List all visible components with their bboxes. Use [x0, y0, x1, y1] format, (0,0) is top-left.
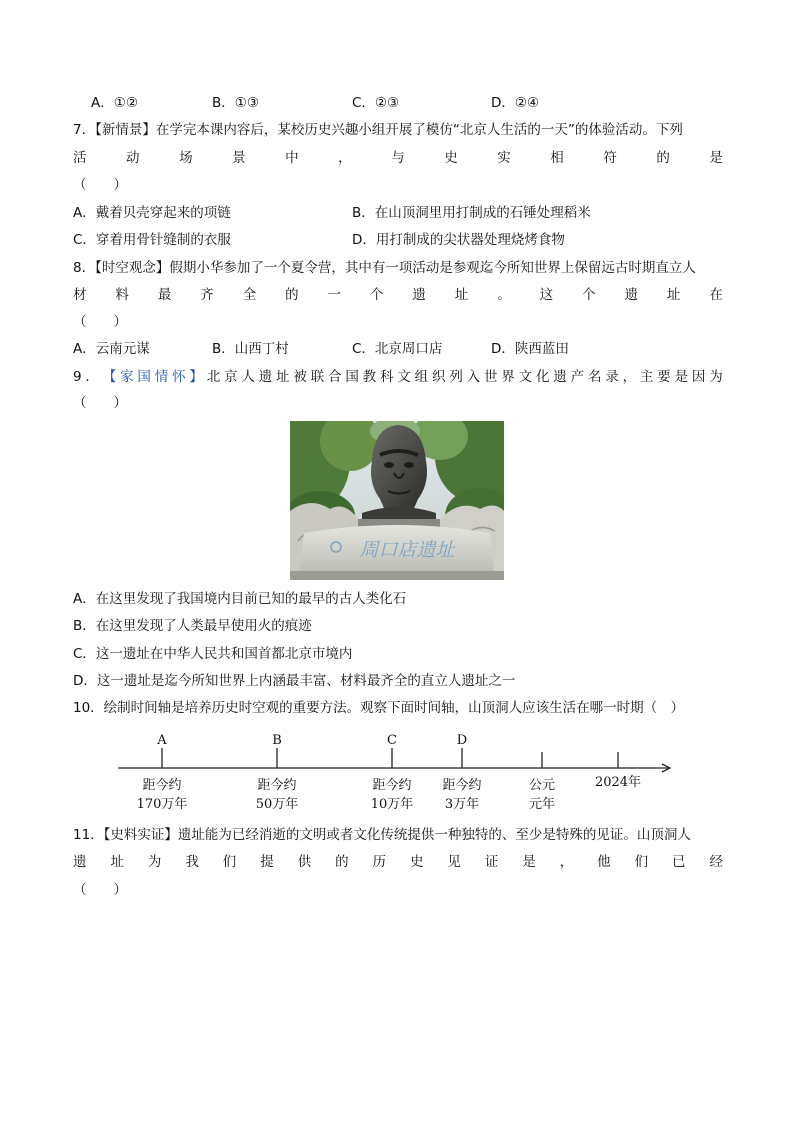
stem-char: 组: [414, 369, 429, 385]
stem-char: 址: [454, 287, 469, 303]
stem-char: 他: [597, 854, 611, 870]
stem-char: 家: [120, 369, 134, 385]
stem-char: 一: [327, 287, 342, 303]
stem-char: 址: [666, 287, 681, 303]
stem-char: 世: [483, 369, 498, 385]
stem-char: 文: [397, 369, 411, 385]
stem-char: 景: [232, 150, 246, 166]
stem-char: 科: [380, 369, 394, 385]
timeline-label: 距今约: [372, 778, 412, 793]
stem-char: 相: [550, 150, 564, 166]
q7-stem-line2: [73, 148, 723, 168]
stem-char: 为: [709, 369, 723, 385]
q8-option-b: B．山西丁村: [212, 341, 289, 357]
stem-char: 9: [73, 369, 82, 385]
stem-char: 主: [639, 369, 654, 385]
q11-answer-paren: （ ）: [73, 882, 127, 898]
stem-char: 与: [391, 150, 405, 166]
stem-char: ，: [338, 150, 352, 166]
stem-char: 是: [522, 854, 536, 870]
stem-char: 动: [126, 150, 140, 166]
stem-char: 实: [497, 150, 511, 166]
stem-char: ，: [559, 854, 574, 870]
q6-option-c: C．②③: [352, 95, 400, 111]
stem-char: 被: [293, 369, 307, 385]
timeline-label-value: 3万年: [444, 797, 480, 812]
stem-char: ．: [85, 369, 99, 385]
stem-char: 符: [603, 150, 617, 166]
peking-man-statue-photo: [290, 421, 504, 580]
timeline-point-letter: C: [387, 733, 397, 748]
stem-char: 化: [535, 369, 550, 385]
timeline-label: 距今约: [142, 778, 182, 793]
stem-char: 这: [539, 287, 554, 303]
timeline-point-letter: D: [456, 733, 468, 748]
stem-char: 史: [444, 150, 458, 166]
stem-char: ，: [622, 369, 637, 385]
stem-char: 情: [154, 369, 169, 385]
stem-char: 教: [362, 369, 377, 385]
q6-option-b: B．①③: [212, 95, 259, 111]
stem-char: 人: [241, 369, 255, 385]
q9-option-b: B．在这里发现了人类最早使用火的痕迹: [73, 618, 312, 634]
q8-option-a: A．云南元谋: [73, 341, 150, 357]
stem-char: 因: [691, 369, 706, 385]
stem-char: 怀: [172, 369, 186, 385]
stem-char: 见: [447, 854, 461, 870]
q11-stem-line1: 11．【史料实证】遗址能为已经消逝的文明或者文化传统提供一种独特的、至少是特殊的见证。山顶洞人: [73, 827, 691, 843]
stem-char: 场: [179, 150, 193, 166]
q10-stem-line1: 10．绘制时间轴是培养历史时空观的重要方法。观察下面时间轴，山顶洞人应该生活在哪一时期（ ）: [73, 700, 685, 716]
stem-char: 产: [570, 369, 585, 385]
stem-char: 的: [285, 287, 299, 303]
q11-stem-line2: [73, 852, 723, 872]
stem-char: 料: [115, 287, 129, 303]
q6-option-a: A．①②: [91, 95, 138, 111]
stem-char: 遗: [412, 287, 426, 303]
timeline-label: 公元: [528, 778, 556, 793]
q8-stem-line1: 8．【时空观念】假期小华参加了一个夏令营，其中有一项活动是参观迄今所知世界上保留远古时期直立人: [73, 260, 696, 276]
stem-char: 历: [372, 854, 386, 870]
stem-char: 京: [224, 369, 238, 385]
stem-char: 是: [674, 369, 689, 385]
q7-option-b: B．在山顶洞里用打制成的石锤处理稻米: [352, 205, 591, 221]
q8-answer-paren: （ ）: [73, 314, 127, 330]
stem-char: 址: [110, 854, 124, 870]
timeline-label: 距今约: [442, 778, 482, 793]
stem-char: 们: [634, 854, 649, 870]
timeline-point-letter: B: [272, 733, 282, 748]
stem-char: 供: [297, 854, 312, 870]
stem-char: 址: [276, 369, 290, 385]
stem-char: 中: [285, 150, 299, 166]
q7-answer-paren: （ ）: [73, 177, 127, 193]
timeline-point-letter: A: [157, 733, 167, 748]
stem-char: 史: [409, 854, 424, 870]
stem-char: 个: [369, 287, 384, 303]
timeline-label: 2024年: [594, 775, 642, 790]
timeline-diagram: [110, 726, 680, 818]
stem-char: 。: [497, 287, 511, 303]
stem-char: 国: [137, 369, 151, 385]
timeline-label-value: 170万年: [136, 797, 188, 812]
stem-char: 是: [709, 150, 723, 166]
q8-option-d: D．陕西蓝田: [491, 341, 569, 357]
photo-inscription: 周口店遗址: [359, 539, 455, 561]
q7-option-a: A．戴着贝壳穿起来的项链: [73, 205, 231, 221]
stem-char: 遗: [258, 369, 273, 385]
stem-char: 为: [147, 854, 162, 870]
stem-char: 界: [501, 369, 515, 385]
stem-char: 全: [242, 287, 257, 303]
stem-char: 合: [328, 369, 342, 385]
q7-stem-line1: 7．【新情景】在学完本课内容后，某校历史兴趣小组开展了模仿“北京人生活的一天”的体验活动。下列: [73, 122, 683, 138]
stem-char: 要: [657, 369, 671, 385]
q9-answer-paren: （ ）: [73, 395, 127, 411]
q9-option-a: A．在这里发现了我国境内目前已知的最早的古人类化石: [73, 591, 407, 607]
stem-char: 文: [518, 369, 533, 385]
stem-char: 国: [345, 369, 359, 385]
q9-option-c: C．这一遗址在中华人民共和国首都北京市境内: [73, 646, 353, 662]
stem-char: 的: [335, 854, 349, 870]
timeline-label-value: 元年: [528, 797, 556, 812]
stem-char: 入: [466, 369, 481, 385]
stem-char: 在: [709, 287, 723, 303]
stem-char: 北: [206, 369, 221, 385]
stem-char: 联: [310, 369, 325, 385]
stem-char: 名: [587, 369, 602, 385]
q7-option-d: D．用打制成的尖状器处理烧烤食物: [352, 232, 565, 248]
q8-stem-line2: [73, 285, 723, 305]
stem-char: 录: [605, 369, 619, 385]
stem-char: 【: [102, 369, 117, 385]
q8-option-c: C．北京周口店: [352, 341, 443, 357]
stem-char: 织: [431, 369, 446, 385]
stem-char: 已: [672, 854, 686, 870]
stem-char: 活: [73, 150, 87, 166]
q9-stem-line1: [73, 367, 723, 387]
stem-char: 材: [73, 287, 87, 303]
stem-char: 列: [449, 369, 463, 385]
stem-char: 经: [709, 854, 723, 870]
stem-char: 的: [656, 150, 670, 166]
stem-char: 提: [260, 854, 274, 870]
stem-char: 齐: [200, 287, 214, 303]
timeline-label-value: 50万年: [255, 797, 299, 812]
stem-char: 们: [222, 854, 237, 870]
stem-char: 最: [157, 287, 172, 303]
stem-char: 遗: [553, 369, 567, 385]
stem-char: 遗: [73, 854, 87, 870]
q7-option-c: C．穿着用骨针缝制的衣服: [73, 232, 231, 248]
stem-char: 个: [582, 287, 596, 303]
stem-char: 遗: [624, 287, 638, 303]
timeline-label-value: 10万年: [370, 797, 414, 812]
stem-char: 我: [185, 854, 199, 870]
stem-char: 证: [484, 854, 499, 870]
timeline-label: 距今约: [257, 778, 297, 793]
q6-option-d: D．②④: [491, 95, 540, 111]
q9-option-d: D．这一遗址是迄今所知世界上内涵最丰富、材料最齐全的直立人遗址之一: [73, 673, 516, 689]
stem-char: 】: [189, 369, 203, 385]
